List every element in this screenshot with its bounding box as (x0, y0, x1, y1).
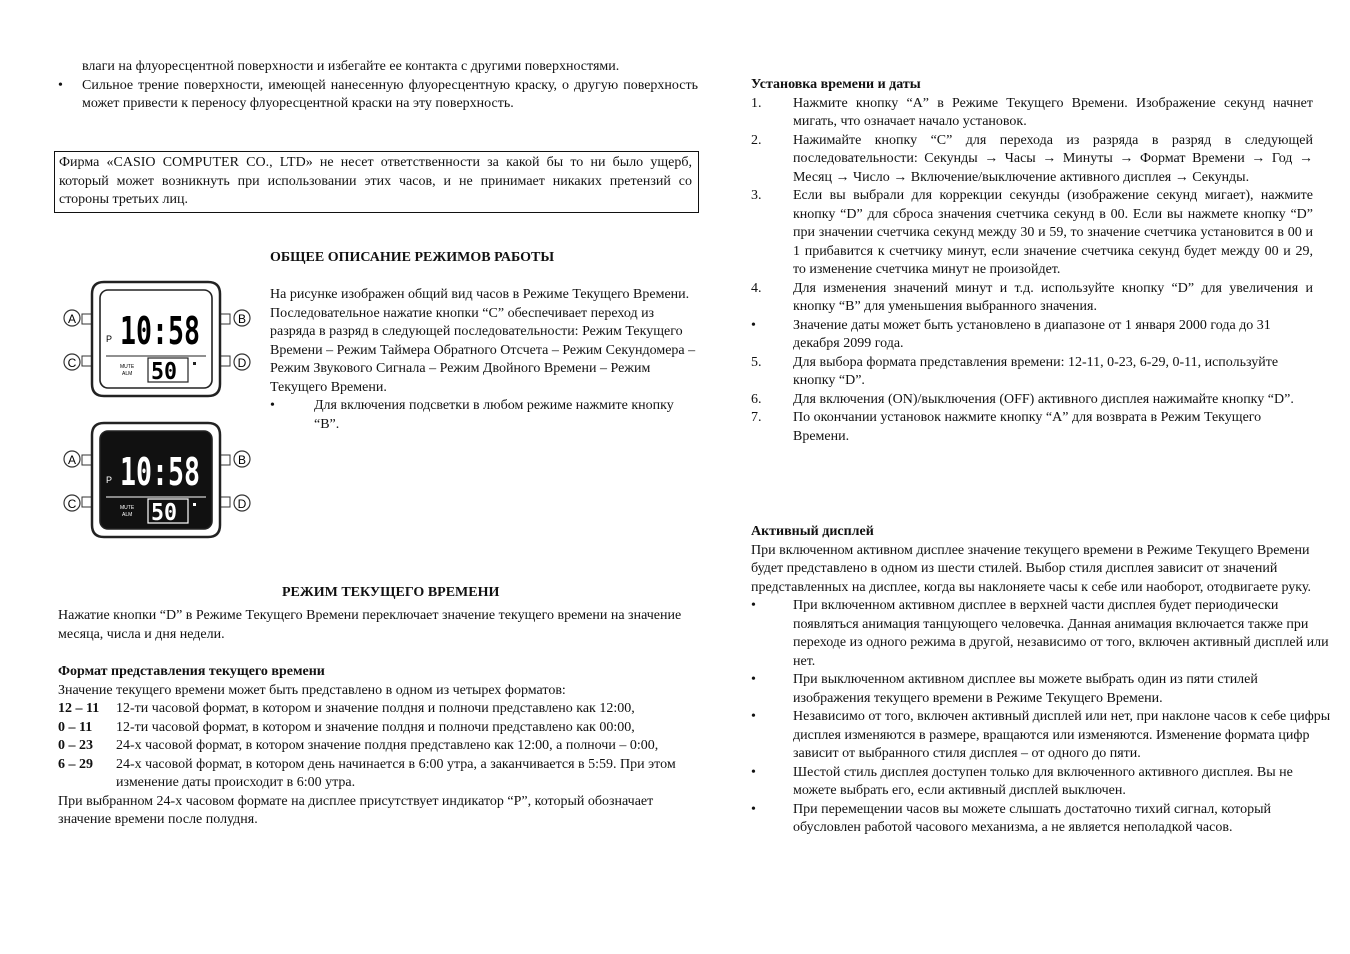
active-heading: Активный дисплей (751, 524, 874, 539)
button-d-label: D (237, 497, 247, 511)
modes-para-1: На рисунке изображен общий вид часов в Режиме Текущего Времени. (270, 287, 690, 302)
alm-label: ALM (122, 371, 133, 377)
seconds-digits: 50 (151, 500, 177, 526)
format-item (58, 719, 700, 738)
button-b-label: B (237, 312, 247, 326)
item-marker: 7. (751, 410, 762, 425)
item-text: Нажмите кнопку “A” в Режиме Текущего Времени. Изображение секунд начнет мигать, что означает начало установок. (793, 95, 1313, 129)
item-text: Для выбора формата представления времени: 12-11, 0-23, 6-29, 0-11, используйте кнопку “D”. (793, 354, 1279, 388)
watch-illustration-light (60, 278, 260, 402)
item-marker: 6. (751, 391, 762, 407)
setting-heading: Установка времени и даты (751, 77, 921, 92)
item-marker: 2. (751, 132, 762, 148)
pm-indicator: P (106, 475, 113, 485)
item-text: Для включения (ON)/выключения (OFF) активного дисплея нажимайте кнопку “D”. (793, 391, 1294, 407)
format-item (58, 737, 700, 756)
list-item-text: При выключенном активном дисплее вы можете выбрать один из пяти стилей изображения текущего времени в Режиме Текущего Времени. (793, 672, 1258, 706)
format-item (58, 756, 700, 793)
item-marker: • (751, 317, 756, 333)
time-digits: 10:58 (120, 450, 200, 494)
item-text: Значение даты может быть установлено в диапазоне от 1 января 2000 года до 31 декабря 2099 года. (793, 317, 1271, 351)
list-item: • Для включения подсветки в любом режиме нажмите кнопку “B”. (270, 398, 674, 432)
list-item: • При выключенном активном дисплее вы можете выбрать один из пяти стилей изображения текущего времени в Режиме Текущего Времени. (751, 672, 1258, 706)
list-item: • При перемещении часов вы можете слышать достаточно тихий сигнал, который обусловлен работой часового механизма, а не является неполадкой часов. (751, 801, 1271, 835)
mute-label: MUTE (120, 505, 135, 511)
format-item (58, 700, 700, 719)
format-text: 12-ти часовой формат, в котором и значение полдня и полночи представлено как 00:00, (116, 719, 635, 735)
item-marker: 3. (751, 188, 762, 203)
button-c-label: C (67, 356, 77, 370)
button-b-label: B (237, 453, 247, 467)
bullet-continuation: влаги на флуоресцентной поверхности и избегайте ее контакта с другими поверхностями. (82, 59, 620, 74)
list-item-text: При включенном активном дисплее в верхней части дисплея будет периодически появляться анимация танцующего человечка. Данная анимация включается также при переходе из одного режима в другой, независимо от того, включен активный дисплей или нет. (793, 598, 1329, 669)
format-outro: При выбранном 24-х часовом формате на дисплее присутствует индикатор “P”, который обозначает значение времени после полудня. (58, 793, 654, 827)
modes-heading: ОБЩЕЕ ОПИСАНИЕ РЕЖИМОВ РАБОТЫ (270, 250, 555, 265)
pm-indicator: P (106, 334, 113, 344)
item-marker: 5. (751, 354, 762, 370)
setting-item (751, 132, 1313, 188)
current-time-para: Нажатие кнопки “D” в Режиме Текущего Времени переключает значение текущего времени на значение месяца, числа и дня недели. (58, 608, 682, 642)
alm-label: ALM (122, 512, 133, 518)
setting-item (751, 317, 1313, 354)
list-item: • Сильное трение поверхности, имеющей нанесенную флуоресцентную краску, о другую поверхность может привести к переносу флуоресцентной краски на эту поверхность. (58, 77, 698, 111)
list-item: • Независимо от того, включен активный дисплей или нет, при наклоне часов к себе цифры дисплея изменяются в размере, вращаются или изменяются. Изменение формата цифр зависит от выбранного стиля дисплея – от одного до пяти. (751, 709, 1331, 761)
button-a-label: A (67, 312, 77, 326)
setting-item (751, 391, 1313, 410)
item-text: По окончании установок нажмите кнопку “A” для возврата в Режим Текущего Времени. (793, 410, 1262, 444)
button-a-label: A (67, 453, 77, 467)
format-key: 0 – 23 (58, 738, 93, 753)
active-para: При включенном активном дисплее значение текущего времени в Режиме Текущего Времени будет представлено в одном из шести стилей. Выбор стиля дисплея зависит от значений представленных на дисплее, когда вы наклоняете часы к себе или наоборот, отодвигаете руку. (751, 542, 1311, 595)
format-heading: Формат представления текущего времени (58, 664, 325, 679)
item-marker: 1. (751, 95, 762, 111)
setting-item (751, 409, 1313, 446)
list-item: • Шестой стиль дисплея доступен только для включенного активного дисплея. Вы не можете выбрать его, если активный дисплей выключен. (751, 764, 1293, 798)
format-text: 24-х часовой формат, в котором день начинается в 6:00 утра, а заканчивается в 5:59. При этом изменение даты происходит в 6:00 утра. (116, 756, 676, 790)
list-item-text: Независимо от того, включен активный дисплей или нет, при наклоне часов к себе цифры дисплея изменяются в размере, вращаются или изменяются. Изменение формата цифр зависит от выбранного стиля дисплея – от одного до пяти. (793, 709, 1331, 761)
button-c-label: C (67, 497, 77, 511)
setting-item (751, 95, 1313, 132)
left-top-bullets (58, 58, 698, 114)
modes-text (270, 286, 698, 434)
list-item-text: Сильное трение поверхности, имеющей нанесенную флуоресцентную краску, о другую поверхность может привести к переносу флуоресцентной краски на эту поверхность. (82, 77, 698, 111)
right-column (751, 76, 1313, 446)
format-section (58, 663, 700, 830)
format-key: 6 – 29 (58, 756, 93, 772)
time-digits: 10:58 (120, 309, 200, 353)
mute-label: MUTE (120, 364, 135, 370)
format-text: 24-х часовой формат, в котором значение полдня представлено как 12:00, а полночи – 0:00, (116, 738, 659, 753)
list-item-text: Шестой стиль дисплея доступен только для включенного активного дисплея. Вы не можете выбрать его, если активный дисплей выключен. (793, 764, 1293, 798)
setting-item (751, 354, 1313, 391)
list-item-text: Для включения подсветки в любом режиме нажмите кнопку “B”. (314, 398, 674, 432)
item-text: Для изменения значений минут и т.д. используйте кнопку “D” для увеличения и кнопку “B” для уменьшения выбранного значения. (793, 280, 1313, 314)
setting-item (751, 280, 1313, 317)
disclaimer-box: Фирма «CASIO COMPUTER CO., LTD» не несет ответственности за какой бы то ни было ущерб, который может возникнуть при использовании этих часов, и не принимает никаких претензий со стороны третьих лиц. (54, 151, 699, 213)
watch-illustration-dark (60, 419, 260, 543)
modes-para-2: Последовательное нажатие кнопки “C” обеспечивает переход из разряда в разряд в следующей последовательности: Режим Текущего Времени – Режим Таймера Обратного Отсчета – Режим Секундомера – Режим Звукового Сигнала – Режим Двойного Времени – Режим Текущего Времени. (270, 305, 696, 395)
item-marker: 4. (751, 280, 762, 296)
button-d-label: D (237, 356, 247, 370)
seconds-digits: 50 (151, 359, 177, 385)
setting-item (751, 187, 1313, 280)
format-key: 0 – 11 (58, 719, 93, 735)
active-display-section (751, 523, 1337, 838)
list-item-text: При перемещении часов вы можете слышать достаточно тихий сигнал, который обусловлен работой часового механизма, а не является неполадкой часов. (793, 801, 1271, 835)
format-key: 12 – 11 (58, 701, 100, 716)
item-text: Нажимайте кнопку “C” для перехода из разряда в разряд в следующей последовательности: Секунды → Часы → Минуты → Формат Времени → Год → Месяц → Число → Включение/выключение активного дисплея → Секунды. (793, 132, 1313, 185)
format-intro: Значение текущего времени может быть представлено в одном из четырех форматов: (58, 682, 566, 698)
item-text: Если вы выбрали для коррекции секунды (изображение секунд мигает), нажмите кнопку “D” для сброса значения счетчика секунд в 00. Если вы нажмете кнопку “D” при значении счетчика секунд между 30 и 59, то значение счетчика установится в 00 и 1 прибавится к счетчику минут, если значение счетчика секунд будет между 00 и 29, то изменение счетчика минут не произойдет. (793, 188, 1313, 277)
list-item: • При включенном активном дисплее в верхней части дисплея будет периодически появляться анимация танцующего человечка. Данная анимация включается также при переходе из одного режима в другой, независимо от того, включен активный дисплей или нет. (751, 598, 1329, 669)
current-time-heading: РЕЖИМ ТЕКУЩЕГО ВРЕМЕНИ (282, 585, 500, 600)
format-text: 12-ти часовой формат, в котором и значение полдня и полночи представлено как 12:00, (116, 701, 635, 716)
